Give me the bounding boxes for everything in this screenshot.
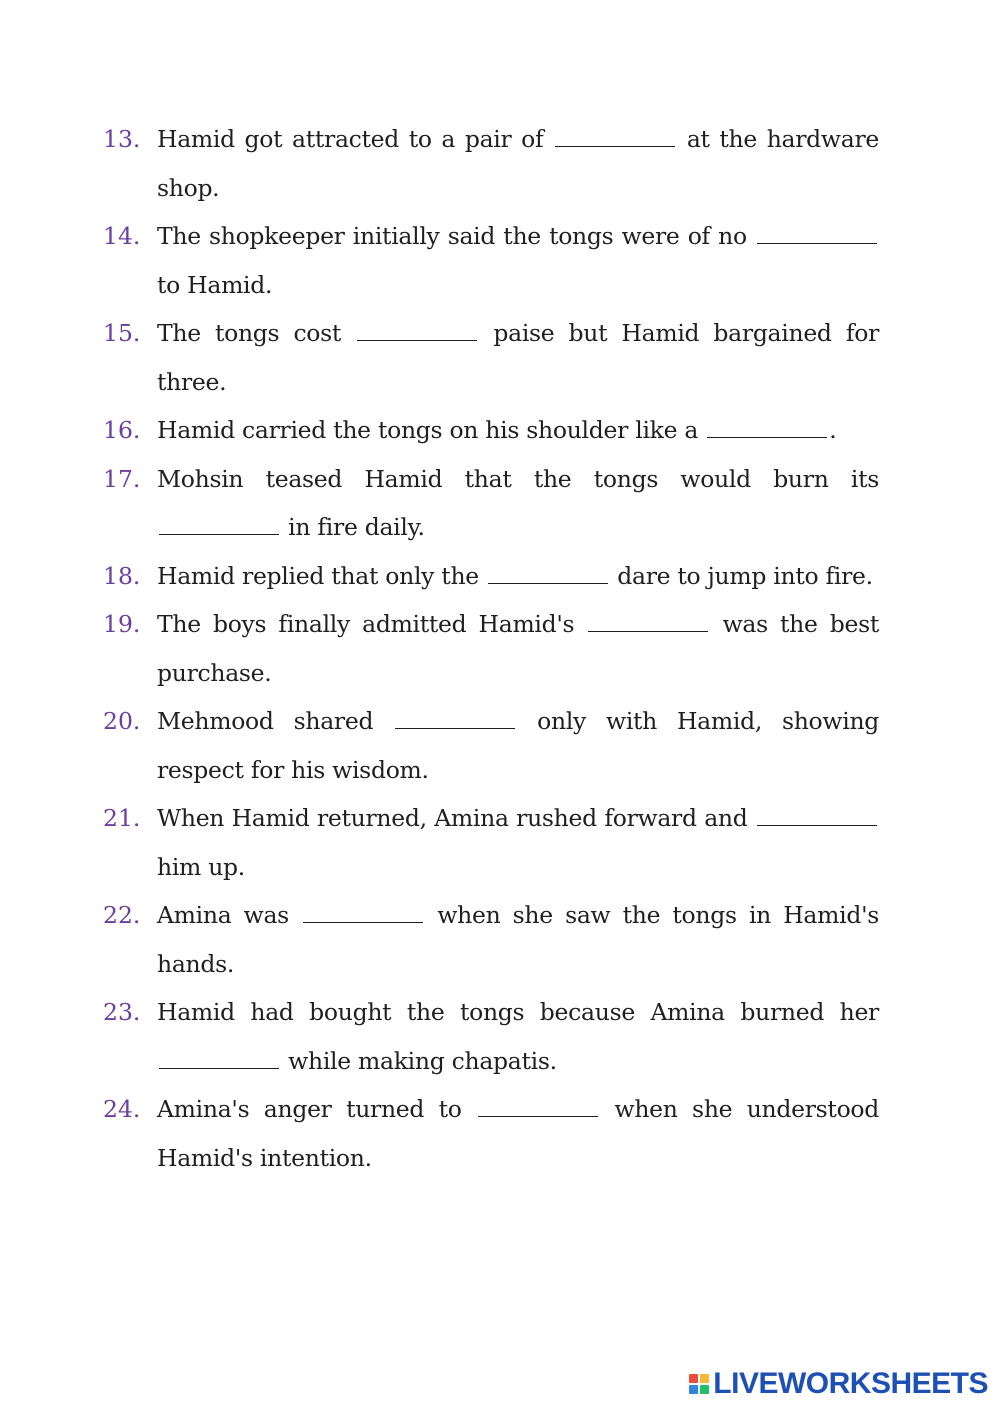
question-24 [0, 1085, 1000, 1182]
question-number: 20. [103, 707, 141, 735]
answer-blank[interactable] [488, 561, 608, 584]
question-23 [0, 988, 1000, 1085]
question-text-after: only with Hamid, showing respect for his wisdom. [157, 707, 880, 784]
question-text-before: The boys finally admitted Hamid's [157, 610, 575, 638]
question-text-before: Hamid carried the tongs on his shoulder like a [157, 416, 699, 444]
question-number: 15. [103, 319, 141, 347]
question-text [157, 455, 879, 552]
question-text [157, 406, 879, 455]
question-text-after: when she understood Hamid's intention. [157, 1095, 880, 1172]
question-text-after: paise but Hamid bargained for three. [157, 319, 879, 396]
liveworksheets-brand[interactable] [689, 1364, 988, 1404]
question-number: 24. [103, 1095, 141, 1123]
question-text-after: in fire daily. [288, 513, 425, 541]
question-text-before: Amina's anger turned to [157, 1095, 462, 1123]
question-text [157, 1085, 879, 1182]
question-text [157, 600, 879, 697]
question-text-before: The shopkeeper initially said the tongs were of no [157, 222, 747, 250]
answer-blank[interactable] [303, 900, 423, 923]
question-text-before: The tongs cost [157, 319, 342, 347]
question-text [157, 309, 879, 406]
question-13 [0, 115, 1000, 212]
question-number: 21. [103, 804, 141, 832]
question-text-before: Hamid got attracted to a pair of [157, 125, 544, 153]
question-20 [0, 697, 1000, 794]
liveworksheets-logo-icon [689, 1374, 709, 1394]
brand-name: LIVEWORKSHEETS [713, 1367, 988, 1400]
answer-blank[interactable] [588, 609, 708, 632]
question-text-after: while making chapatis. [288, 1046, 557, 1075]
question-text-after: . [829, 416, 837, 444]
question-21 [0, 794, 1000, 891]
question-text-after: at the hardware shop. [157, 125, 879, 202]
question-22 [0, 891, 1000, 988]
question-text-after: him up. [157, 852, 245, 881]
question-text-before: Mohsin teased Hamid that the tongs would burn its [157, 464, 879, 493]
answer-blank[interactable] [357, 318, 477, 341]
question-18 [0, 552, 1000, 601]
question-19 [0, 600, 1000, 697]
question-text [157, 697, 879, 794]
question-text-after: dare to jump into fire. [617, 561, 873, 590]
question-number: 13. [103, 125, 141, 153]
question-number: 19. [103, 610, 141, 638]
question-16 [0, 406, 1000, 455]
question-15 [0, 309, 1000, 406]
answer-blank[interactable] [478, 1094, 598, 1117]
answer-blank[interactable] [159, 512, 279, 535]
answer-blank[interactable] [757, 803, 877, 826]
question-text-after: to Hamid. [157, 270, 273, 299]
question-text-after: was the best purchase. [157, 610, 880, 687]
worksheet [0, 115, 1000, 1182]
question-number: 14. [103, 222, 141, 250]
question-text-before: When Hamid returned, Amina rushed forward and [157, 804, 748, 832]
question-number: 16. [103, 416, 141, 444]
question-text-before: Hamid replied that only the [157, 561, 479, 590]
question-text-before: Mehmood shared [157, 707, 374, 735]
question-number: 23. [103, 998, 141, 1026]
answer-blank[interactable] [757, 221, 877, 244]
question-number: 17. [103, 464, 141, 493]
question-text [157, 115, 879, 212]
answer-blank[interactable] [707, 415, 827, 438]
question-17 [0, 455, 1000, 552]
question-text-before: Hamid had bought the tongs because Amina burned her [157, 998, 879, 1026]
question-number: 18. [103, 561, 141, 590]
question-text [157, 988, 879, 1085]
answer-blank[interactable] [159, 1046, 279, 1069]
question-text [157, 212, 879, 309]
question-text-before: Amina was [157, 901, 289, 929]
question-number: 22. [103, 901, 141, 929]
answer-blank[interactable] [395, 706, 515, 729]
answer-blank[interactable] [555, 124, 675, 147]
question-14 [0, 212, 1000, 309]
question-text [157, 552, 879, 601]
question-text [157, 794, 879, 891]
question-text [157, 891, 879, 988]
question-text-after: when she saw the tongs in Hamid's hands. [157, 901, 879, 978]
